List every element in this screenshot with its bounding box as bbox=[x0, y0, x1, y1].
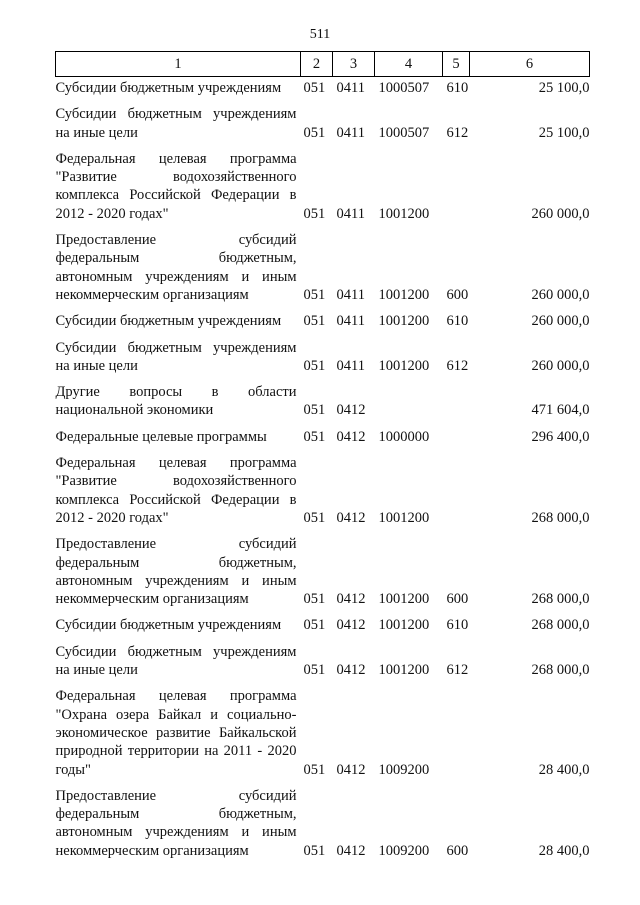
row-name-cell: Федеральная целевая программа "Развитие водохозяйственного комплекса Российской Федерации в 2012 - 2020 годах" bbox=[55, 455, 297, 526]
row-amount: 296 400,0 bbox=[531, 428, 590, 445]
row-amount: 268 000,0 bbox=[531, 617, 590, 634]
row-name-cell: Предоставление субсидий федеральным бюджетным, автономным учреждениям и иным некоммерческим организациям bbox=[55, 232, 297, 303]
header-col-1: 1 bbox=[56, 52, 301, 77]
row-name-cell: Субсидии бюджетным учреждениям bbox=[55, 80, 282, 96]
row-section-code: 0412 bbox=[336, 842, 366, 859]
header-row bbox=[56, 52, 590, 77]
row-section-code: 0411 bbox=[336, 205, 365, 222]
row-expense-type: 610 bbox=[446, 80, 469, 96]
row-expense-type: 600 bbox=[446, 286, 469, 303]
row-amount: 268 000,0 bbox=[531, 662, 590, 679]
row-name-cell: Федеральная целевая программа "Развитие водохозяйственного комплекса Российской Федерации в 2012 - 2020 годах" bbox=[55, 150, 297, 222]
row-ministry-code: 051 bbox=[303, 402, 326, 419]
row-ministry-code: 051 bbox=[303, 286, 326, 303]
row-section-code: 0412 bbox=[336, 662, 366, 679]
table-row bbox=[56, 97, 590, 142]
row-amount: 268 000,0 bbox=[531, 509, 590, 526]
table-row bbox=[56, 77, 590, 98]
row-expense-type bbox=[443, 420, 470, 446]
row-name-cell: Предоставление субсидий федеральным бюджетным, автономным учреждениям и иным некоммерческим организациям bbox=[55, 787, 297, 859]
row-amount: 28 400,0 bbox=[538, 761, 590, 778]
row-section-code: 0412 bbox=[336, 428, 366, 445]
row-section-code: 0411 bbox=[336, 80, 365, 96]
header-col-5: 5 bbox=[443, 52, 470, 77]
row-ministry-code: 051 bbox=[303, 428, 326, 445]
row-section-code: 0411 bbox=[336, 286, 365, 303]
row-ministry-code: 051 bbox=[303, 357, 326, 374]
row-amount: 25 100,0 bbox=[538, 124, 590, 141]
row-target-article: 1001200 bbox=[378, 313, 430, 330]
row-target-article: 1000000 bbox=[378, 428, 430, 445]
row-amount: 260 000,0 bbox=[531, 205, 590, 222]
table-row bbox=[56, 679, 590, 778]
row-name-cell: Субсидии бюджетным учреждениям на иные цели bbox=[55, 643, 297, 679]
row-expense-type: 612 bbox=[446, 124, 469, 141]
row-amount: 268 000,0 bbox=[531, 591, 590, 608]
row-name-cell: Субсидии бюджетным учреждениям на иные цели bbox=[55, 106, 297, 141]
row-ministry-code: 051 bbox=[303, 591, 326, 608]
row-ministry-code: 051 bbox=[303, 761, 326, 778]
row-name-cell: Субсидии бюджетным учреждениям bbox=[55, 617, 282, 634]
row-name-cell: Федеральная целевая программа "Охрана озера Байкал и социально-экономическое развитие Байкальской природной территории на 2011 - 2020 годы" bbox=[55, 688, 297, 778]
table-row bbox=[56, 223, 590, 304]
row-target-article bbox=[375, 375, 443, 420]
row-target-article: 1001200 bbox=[378, 205, 430, 222]
row-name-cell: Предоставление субсидий федеральным бюджетным, автономным учреждениям и иным некоммерческим организациям bbox=[55, 536, 297, 608]
row-expense-type: 612 bbox=[446, 662, 469, 679]
row-target-article: 1001200 bbox=[378, 662, 430, 679]
row-section-code: 0412 bbox=[336, 617, 366, 634]
table-row bbox=[56, 608, 590, 634]
table-row bbox=[56, 527, 590, 608]
row-amount: 260 000,0 bbox=[531, 357, 590, 374]
table-row bbox=[56, 331, 590, 376]
row-expense-type: 600 bbox=[446, 842, 469, 859]
row-amount: 260 000,0 bbox=[531, 286, 590, 303]
row-target-article: 1009200 bbox=[378, 761, 430, 778]
row-expense-type: 610 bbox=[446, 313, 469, 330]
row-target-article: 1001200 bbox=[378, 509, 430, 526]
row-ministry-code: 051 bbox=[303, 842, 326, 859]
row-expense-type: 610 bbox=[446, 617, 469, 634]
table-row bbox=[56, 635, 590, 680]
row-expense-type: 612 bbox=[446, 357, 469, 374]
table-row bbox=[56, 779, 590, 860]
row-expense-type bbox=[443, 142, 470, 223]
row-section-code: 0412 bbox=[336, 509, 366, 526]
row-target-article: 1000507 bbox=[378, 124, 430, 141]
table-row bbox=[56, 304, 590, 330]
table-row bbox=[56, 142, 590, 223]
row-ministry-code: 051 bbox=[303, 509, 326, 526]
row-amount: 260 000,0 bbox=[531, 313, 590, 330]
table-header bbox=[56, 52, 590, 77]
row-target-article: 1001200 bbox=[378, 617, 430, 634]
row-target-article: 1001200 bbox=[378, 591, 430, 608]
row-target-article: 1001200 bbox=[378, 357, 430, 374]
header-col-4: 4 bbox=[375, 52, 443, 77]
page-number: 511 bbox=[309, 27, 331, 42]
row-amount: 471 604,0 bbox=[531, 402, 590, 419]
row-section-code: 0412 bbox=[336, 761, 366, 778]
table-row bbox=[56, 375, 590, 420]
row-name-cell: Субсидии бюджетным учреждениям bbox=[55, 313, 282, 330]
budget-table bbox=[55, 51, 590, 860]
row-target-article: 1001200 bbox=[378, 286, 430, 303]
row-expense-type bbox=[443, 375, 470, 420]
row-section-code: 0411 bbox=[336, 357, 365, 374]
header-col-2: 2 bbox=[301, 52, 333, 77]
row-ministry-code: 051 bbox=[303, 124, 326, 141]
row-name-cell: Федеральные целевые программы bbox=[55, 428, 267, 445]
row-ministry-code: 051 bbox=[303, 617, 326, 634]
row-amount: 28 400,0 bbox=[538, 842, 590, 859]
header-col-3: 3 bbox=[333, 52, 375, 77]
row-name-cell: Субсидии бюджетным учреждениям на иные цели bbox=[55, 339, 297, 374]
row-amount: 25 100,0 bbox=[538, 80, 590, 96]
row-ministry-code: 051 bbox=[303, 313, 326, 330]
row-target-article: 1009200 bbox=[378, 842, 430, 859]
table-body bbox=[56, 77, 590, 860]
row-ministry-code: 051 bbox=[303, 80, 326, 96]
table-row bbox=[56, 446, 590, 527]
row-ministry-code: 051 bbox=[303, 662, 326, 679]
row-target-article: 1000507 bbox=[378, 80, 430, 96]
row-expense-type: 600 bbox=[446, 591, 469, 608]
row-section-code: 0412 bbox=[336, 591, 366, 608]
row-ministry-code: 051 bbox=[303, 205, 326, 222]
row-expense-type bbox=[443, 679, 470, 778]
table-row bbox=[56, 420, 590, 446]
row-section-code: 0411 bbox=[336, 313, 365, 330]
row-name-cell: Другие вопросы в области национальной экономики bbox=[55, 384, 297, 419]
row-section-code: 0412 bbox=[336, 402, 366, 419]
header-col-6: 6 bbox=[470, 52, 590, 77]
row-section-code: 0411 bbox=[336, 124, 365, 141]
row-expense-type bbox=[443, 446, 470, 527]
